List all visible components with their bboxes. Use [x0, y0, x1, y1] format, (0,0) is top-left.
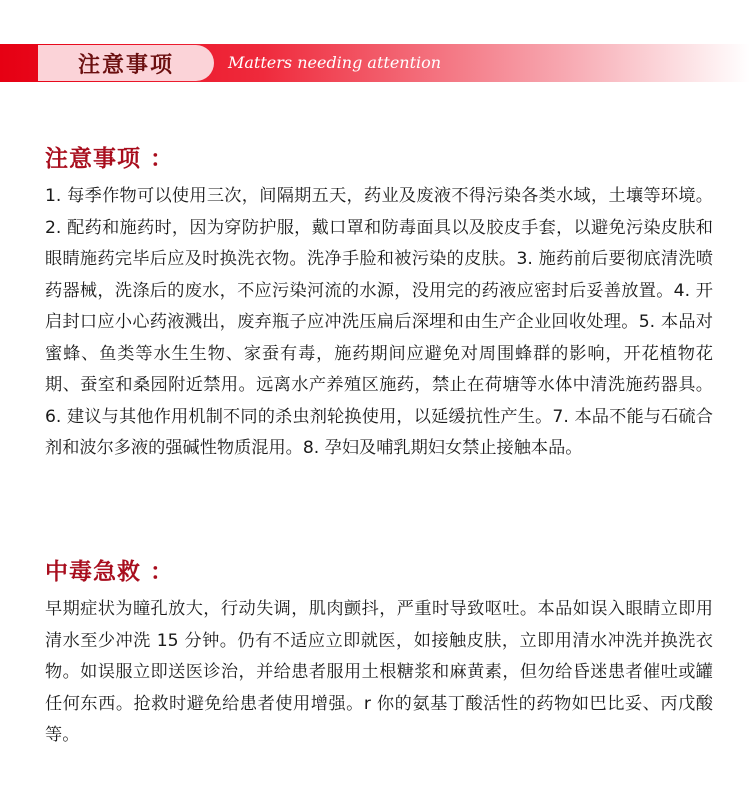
- header-banner: [0, 44, 750, 82]
- first-aid-text: 早期症状为瞳孔放大，行动失调，肌肉颤抖，严重时导致呕吐。本品如误入眼睛立即用清水至少冲洗 15 分钟。仍有不适应立即就医，如接触皮肤，立即用清水冲洗并换洗衣物。如误服立即送医诊治，并给患者服用土根糖浆和麻黄素，但勿给昏迷患者催吐或罐任何东西。抢救时避免给患者使用增强。r 你的氨基丁酸活性的药物如巴比妥、丙戊酸等。: [45, 599, 713, 745]
- banner-title: 注意事项: [38, 45, 214, 81]
- precautions-text: 1. 每季作物可以使用三次，间隔期五天，药业及废液不得污染各类水域，土壤等环境。2. 配药和施药时，因为穿防护服，戴口罩和防毒面具以及胶皮手套，以避免污染皮肤和眼睛施药完毕后应及时换洗衣物。洗净手脸和被污染的皮肤。3. 施药前后要彻底清洗喷药器械，洗涤后的废水，不应污染河流的水源，没用完的药液应密封后妥善放置。4. 开启封口应小心药液溅出，废弃瓶子应冲洗压扁后深埋和由生产企业回收处理。5. 本品对蜜蜂、鱼类等水生生物、家蚕有毒，施药期间应避免对周围蜂群的影响，开花植物花期、蚕室和桑园附近禁用。远离水产养殖区施药，禁止在荷塘等水体中清洗施药器具。6. 建议与其他作用机制不同的杀虫剂轮换使用，以延缓抗性产生。7. 本品不能与石硫合剂和波尔多液的强碱性物质混用。8. 孕妇及哺乳期妇女禁止接触本品。: [45, 186, 713, 458]
- first-aid-heading: 中毒急救 ：: [45, 559, 175, 585]
- banner-subtitle: Matters needing attention: [228, 53, 442, 72]
- precautions-heading: 注意事项 ：: [45, 146, 175, 172]
